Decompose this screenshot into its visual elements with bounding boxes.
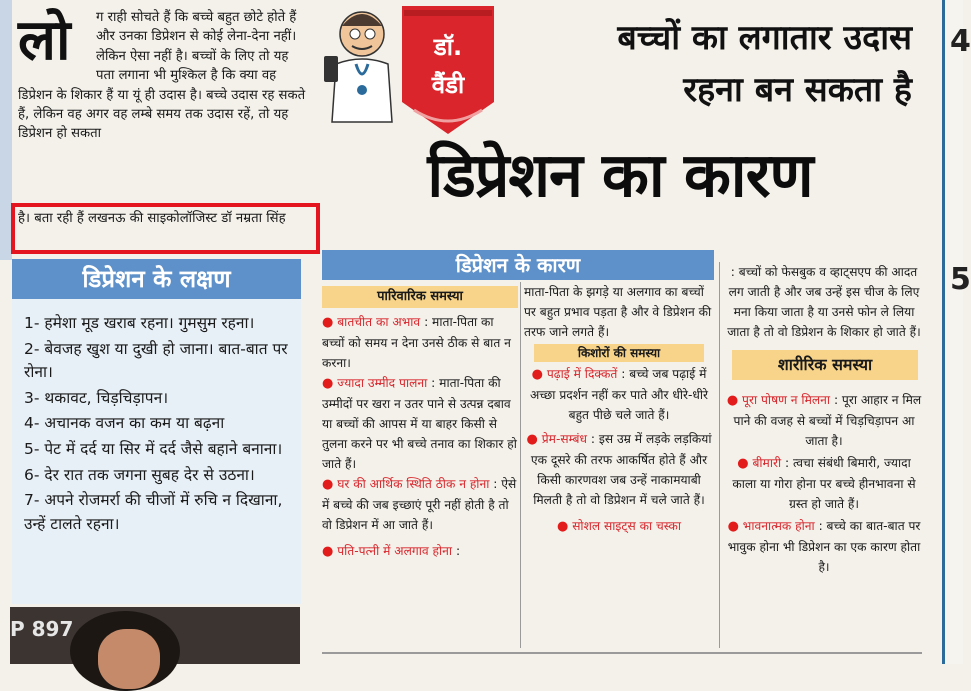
headline-line-1: बच्चों का लगातार उदास	[617, 18, 912, 58]
symptoms-list	[24, 312, 300, 538]
parents-fight-text: माता-पिता के झगड़े या अलगाव का बच्चों पर बहुत प्रभाव पड़ता है और वे डिप्रेशन की तरफ जाने लगते हैं।	[524, 285, 712, 339]
column-divider	[719, 262, 720, 648]
doctor-cartoon-icon	[322, 4, 400, 124]
headline-line-2: रहना बन सकता है	[683, 70, 912, 110]
adjacent-article-strip	[942, 0, 963, 664]
causes-column-1: पारिवारिक समस्या ● बातचीत का अभाव : माता-पिता का बच्चों को समय न देना उनसे ठीक से बात न करना। ● ज्यादा उम्मीद पालना : माता-पिता की उम्मीदों पर खरा न उतर पाने से उत्पन्न दबाव या बच्चों की आपस में या बाहर किसी से तुलना करने पर भी बच्चे तनाव का शिकार हो जाते हैं। ● घर की आर्थिक स्थिति ठीक न होना : ऐसे में बच्चे की जब इच्छाएं पूरी नहीं होती है तो वो डिप्रेशन में आ जाते हैं। ● पति-पत्नी में अलगाव होना :	[322, 282, 518, 562]
list-item: 6- देर रात तक जगना सुबह देर से उठना।	[24, 465, 255, 484]
causes-column-2: माता-पिता के झगड़े या अलगाव का बच्चों पर बहुत प्रभाव पड़ता है और वे डिप्रेशन की तरफ जाने लगते हैं। किशोरों की समस्या ● पढ़ाई में दिक्कतें : बच्चे जब पढ़ाई में अच्छा प्रदर्शन नहीं कर पाते और धीरे-धीरे बहुत पीछे चले जाते हैं। ● प्रेम-सम्बंध : इस उम्र में लड़के लड़कियां एक दूसरे की तरफ आकर्षित होते हैं और किसी कारणवश जब उन्हें नाकामयाबी मिलती है तो वो डिप्रेशन में चले जाते हैं। ● सोशल साइट्स का चस्का	[524, 282, 714, 537]
causes-column-3: : बच्चों को फेसबुक व व्हाट्सएप की आदत लग जाती है और जब उन्हें इस चीज के लिए मना किया जाता है या उनसे फोन ले लिया जाता है तो वो डिप्रेशन के शिकार हो जाते हैं। शारीरिक समस्या ● पूरा पोषण न मिलना : पूरा आहार न मिल पाने की वजह से बच्चों में चिड़चिड़ापन आ जाता है। ● बीमारी : त्वचा संबंधी बिमारी, ज्यादा काला या गोरा होना पर बच्चे हीनभावना से ग्रस्त हो जाते हैं। ● भावनात्मक होना : बच्चे का बात-बात पर भावुक होना भी डिप्रेशन का एक कारण होता है।	[726, 262, 922, 577]
family-problem-tag: पारिवारिक समस्या	[322, 286, 518, 308]
child-photo	[10, 607, 300, 664]
badge-title: डॉ.	[433, 33, 463, 61]
teen-problem-tag: किशोरों की समस्या	[534, 344, 704, 362]
keyword: पूरा पोषण न मिलना	[742, 393, 831, 407]
column-divider	[520, 282, 521, 648]
list-item: 7- अपने रोजमर्रा की चीजों में रुचि न दिखाना, उन्हें टालते रहना।	[24, 491, 283, 533]
adjacent-article-number: 5	[950, 262, 971, 297]
social-sites-text: : बच्चों को फेसबुक व व्हाट्सएप की आदत लग जाती है और जब उन्हें इस चीज के लिए मना किया जाता है या उनसे फोन ले लिया जाता है तो वो डिप्रेशन के शिकार हो जाते हैं।	[727, 265, 921, 339]
keyword: भावनात्मक होना	[742, 519, 815, 533]
physical-problem-tag: शारीरिक समस्या	[732, 350, 918, 380]
list-item: 4- अचानक वजन का कम या बढ़ना	[24, 414, 225, 433]
highlighted-credit: है। बता रही हैं लखनऊ की साइकोलॉजिस्ट डॉ नम्रता सिंह	[18, 211, 286, 226]
keyword: पढ़ाई में दिक्कतें	[546, 367, 618, 381]
keyword: ज्यादा उम्मीद पालना	[337, 376, 428, 390]
bottom-rule	[322, 652, 922, 654]
list-item: 1- हमेशा मूड खराब रहना। गुमसुम रहना।	[24, 314, 255, 332]
keyword: बीमारी	[752, 456, 782, 470]
intro-paragraph	[18, 8, 310, 144]
intro-text: ग राही सोचते हैं कि बच्चे बहुत छोटे होते हैं और उनका डिप्रेशन से कोई लेना-देना नहीं। लेकिन ऐसा नहीं है। बच्चों के लिए तो यह पता लगाना भी मुश्किल है कि क्या वह डिप्रेशन के शिकार हैं या यूं ही उदास है। बच्चे उदास रह सकते हैं, लेकिन वह अगर वह लम्बे समय तक उदास रहें, तो यह डिप्रेशन हो सकता	[18, 10, 306, 142]
main-headline: डिप्रेशन का कारण	[427, 140, 813, 211]
keyword: बातचीत का अभाव	[337, 315, 421, 329]
list-item: 2- बेवजह खुश या दुखी हो जाना। बात-बात पर रोना।	[24, 339, 288, 382]
keyword: घर की आर्थिक स्थिति ठीक न होना	[337, 477, 490, 491]
drop-cap: लो	[18, 8, 68, 73]
keyword: प्रेम-सम्बंध	[541, 432, 587, 446]
badge-name: वैंडी	[431, 71, 465, 99]
list-item: 3- थकावट, चिड़चिड़ापन।	[24, 388, 169, 407]
list-item: 5- पेट में दर्द या सिर में दर्द जैसे बहाने बनाना।	[24, 439, 283, 458]
adjacent-article-number: 4	[950, 24, 971, 59]
keyword: पति-पत्नी में अलगाव होना	[337, 544, 453, 558]
causes-heading: डिप्रेशन के कारण	[322, 250, 714, 280]
symptoms-heading: डिप्रेशन के लक्षण	[12, 259, 301, 299]
photo-plate-text: P 897	[10, 617, 74, 641]
red-highlight-box	[11, 203, 320, 254]
keyword: सोशल साइट्स का चस्का	[572, 519, 682, 533]
